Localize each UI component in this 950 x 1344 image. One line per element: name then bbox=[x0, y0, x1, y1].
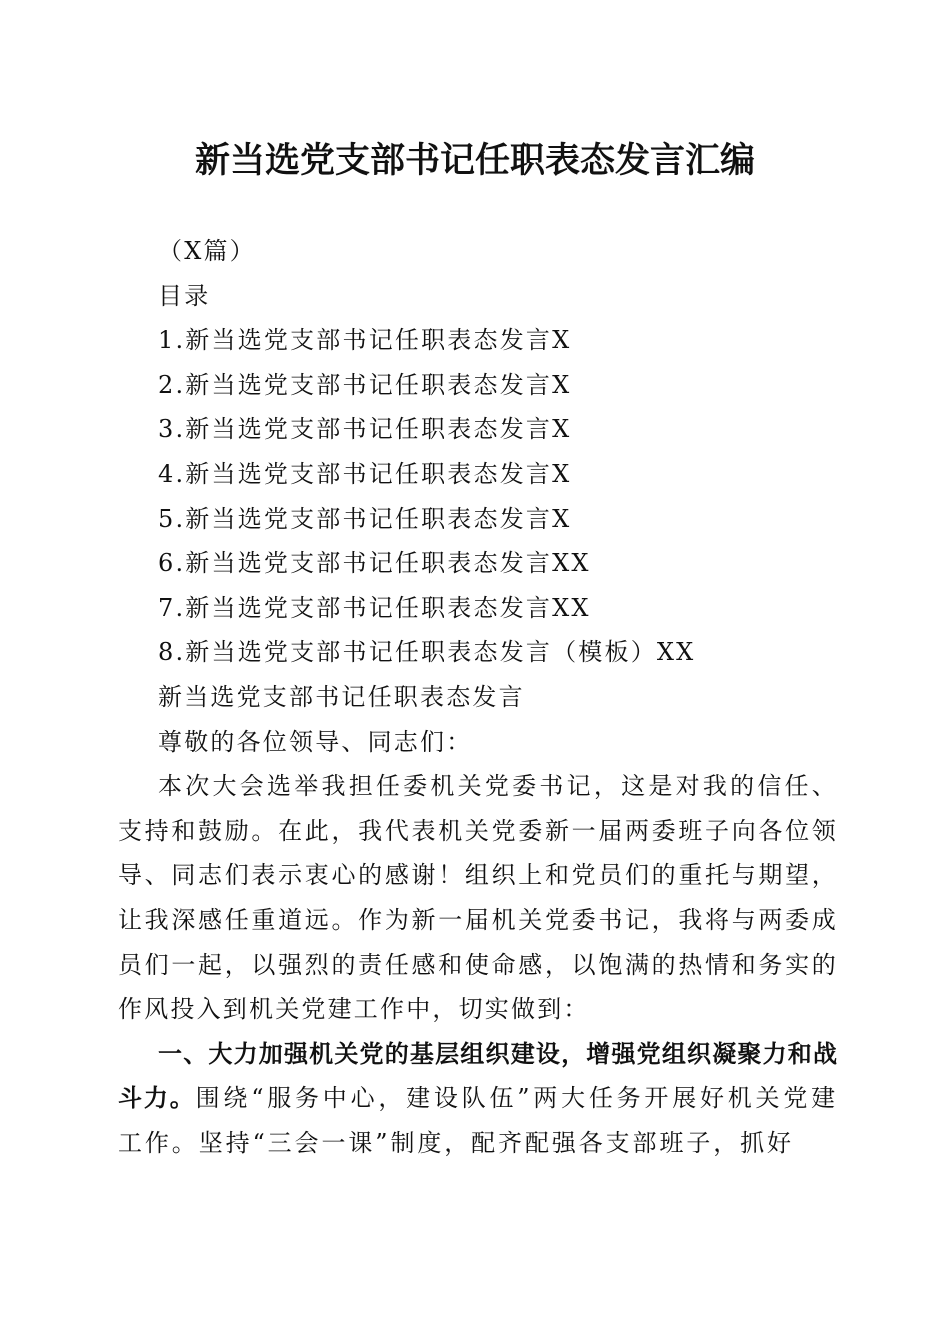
toc-item: 3.新当选党支部书记任职表态发言X bbox=[158, 415, 572, 444]
toc-item: 6.新当选党支部书记任职表态发言XX bbox=[158, 549, 591, 578]
speech-title: 新当选党支部书记任职表态发言 bbox=[158, 682, 525, 711]
document-body bbox=[118, 229, 838, 1165]
toc-item: 5.新当选党支部书记任职表态发言X bbox=[158, 504, 572, 533]
count-note: （X篇） bbox=[158, 237, 256, 265]
section-heading: 一、大力加强机关党的基层组织建设，增强党组织凝聚力和战斗力。 bbox=[118, 1039, 838, 1113]
paragraph: 本次大会选举我担任委机关党委书记，这是对我的信任、支持和鼓励。在此，我代表机关党委新一届两委班子向各位领导、同志们表示衷心的感谢！组织上和党员们的重托与期望，让我深感任重道远。作为新一届机关党委书记，我将与两委成员们一起，以强烈的责任感和使命感，以饱满的热情和务实的作风投入到机关党建工作中，切实做到： bbox=[118, 772, 838, 1024]
toc-item: 8.新当选党支部书记任职表态发言（模板）XX bbox=[158, 638, 696, 667]
toc-item: 1.新当选党支部书记任职表态发言X bbox=[158, 326, 572, 355]
section-text: 围绕“服务中心，建设队伍”两大任务开展好机关党建工作。坚持“三会一课”制度，配齐配强各支部班子，抓好 bbox=[118, 1084, 838, 1157]
toc-heading: 目录 bbox=[158, 281, 211, 310]
document-title: 新当选党支部书记任职表态发言汇编 bbox=[194, 140, 755, 181]
section-paragraph bbox=[118, 1032, 838, 1166]
toc-item: 7.新当选党支部书记任职表态发言XX bbox=[158, 593, 591, 622]
toc-item: 4.新当选党支部书记任职表态发言X bbox=[158, 459, 572, 488]
toc-item: 2.新当选党支部书记任职表态发言X bbox=[158, 370, 572, 399]
salutation: 尊敬的各位领导、同志们： bbox=[158, 727, 473, 756]
